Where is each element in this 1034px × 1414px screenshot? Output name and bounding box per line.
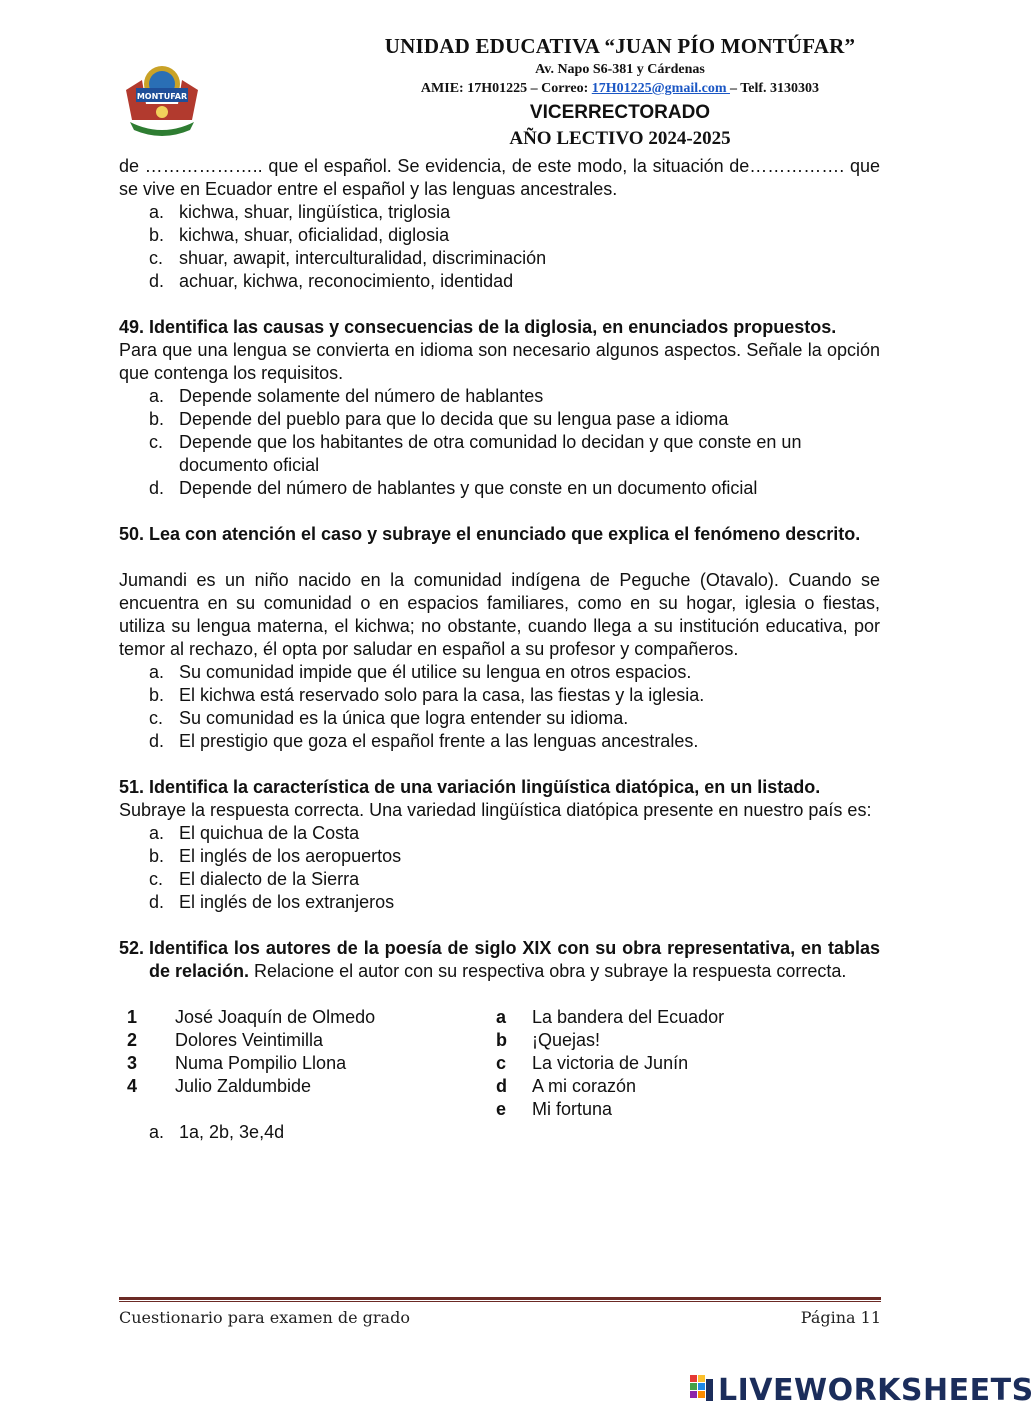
question-50-body: Jumandi es un niño nacido en la comunidad indígena de Peguche (Otavalo). Cuando se encuentra en su comunidad o en espacios familiares, como en su hogar, iglesia o fiestas, utiliza su lengua materna, el kichwa; no obstante, cuando llega a su institución educativa, por temor al rechazo, él opta por saludar en español a su profesor y compañeros.: [119, 570, 880, 659]
spacer: [119, 546, 880, 569]
option-letter: a.: [149, 202, 165, 222]
svg-text:MONTUFAR: MONTUFAR: [136, 92, 188, 101]
option-text: achuar, kichwa, reconocimiento, identidad: [179, 271, 514, 291]
option-text: Su comunidad es la única que logra entender su idioma.: [179, 708, 629, 728]
question-title: Identifica la característica de una variación lingüística diatópica, en un listado.: [149, 777, 821, 797]
work-letter: e: [496, 1099, 507, 1119]
option-letter: c.: [149, 869, 164, 889]
option-letter: c.: [149, 432, 164, 452]
author-number: 4: [127, 1076, 138, 1096]
question-number: 51.: [119, 777, 145, 797]
work-title: La bandera del Ecuador: [532, 1007, 725, 1027]
option-letter: d.: [149, 892, 165, 912]
question-title-instruction: Relacione el autor con su respectiva obra y subraye la respuesta correcta.: [249, 961, 847, 981]
work-letter: c: [496, 1053, 507, 1073]
footer-divider: [119, 1297, 881, 1300]
option-letter: d.: [149, 478, 165, 498]
option-item[interactable]: [119, 707, 880, 730]
work-letter: b: [496, 1030, 507, 1050]
option-text: Depende del pueblo para que lo decida que su lengua pase a idioma: [179, 409, 729, 429]
question-title: [149, 937, 880, 983]
question-number: 49.: [119, 317, 145, 337]
question-51-options: [119, 822, 880, 914]
question-51-body: Subraye la respuesta correcta. Una variedad lingüística diatópica presente en nuestro país es:: [119, 800, 872, 820]
amie-label: AMIE: 17H01225 – Correo:: [420, 81, 592, 96]
option-letter: d.: [149, 731, 165, 751]
author-name: José Joaquín de Olmedo: [175, 1007, 376, 1027]
page-header: [0, 0, 1000, 160]
option-text: El dialecto de la Sierra: [179, 869, 360, 889]
footer-title: Cuestionario para examen de grado: [119, 1308, 410, 1327]
option-text: Su comunidad impide que él utilice su lengua en otros espacios.: [179, 662, 692, 682]
school-contact: [300, 81, 940, 97]
question-52-heading: [119, 937, 880, 983]
question-50-heading: [119, 523, 880, 546]
page-number: Página 11: [800, 1308, 881, 1327]
option-text: El prestigio que goza el español frente a las lenguas ancestrales.: [179, 731, 699, 751]
option-letter: a.: [149, 823, 165, 843]
work-title: Mi fortuna: [532, 1099, 613, 1119]
author-number: 3: [127, 1053, 138, 1073]
option-item[interactable]: [119, 247, 880, 270]
question-52-options: [119, 1121, 880, 1144]
phone-text: – Telf. 3130303: [729, 81, 820, 96]
option-text: El inglés de los aeropuertos: [179, 846, 402, 866]
liveworksheets-text: LIVEWORKSHEETS: [718, 1372, 1034, 1408]
option-letter: b.: [149, 685, 165, 705]
school-logo-icon: [116, 60, 208, 138]
question-50-options: [119, 661, 880, 753]
question-49-options: [119, 385, 880, 500]
option-item[interactable]: [119, 408, 880, 431]
question-49-body: Para que una lengua se convierta en idioma son necesario algunos aspectos. Señale la opción que contenga los requisitos.: [119, 340, 880, 383]
school-address: Av. Napo S6-381 y Cárdenas: [535, 62, 705, 77]
author-name: Dolores Veintimilla: [175, 1030, 324, 1050]
relation-table: [119, 1006, 880, 1121]
author-number: 1: [127, 1007, 138, 1027]
option-item[interactable]: [119, 891, 880, 914]
option-text: shuar, awapit, interculturalidad, discriminación: [179, 248, 547, 268]
author-number: 2: [127, 1030, 138, 1050]
option-letter: c.: [149, 708, 164, 728]
option-item[interactable]: [119, 661, 880, 684]
option-letter: b.: [149, 225, 165, 245]
option-text: kichwa, shuar, lingüística, triglosia: [179, 202, 451, 222]
question-title: Identifica las causas y consecuencias de la diglosia, en enunciados propuestos.: [149, 317, 837, 337]
question-number: 52.: [119, 938, 145, 958]
option-item[interactable]: [119, 845, 880, 868]
email-link[interactable]: 17H01225@gmail.com: [591, 81, 730, 96]
option-item[interactable]: [119, 224, 880, 247]
option-letter: c.: [149, 248, 164, 268]
option-text: Depende solamente del número de hablantes: [179, 386, 544, 406]
option-text: El inglés de los extranjeros: [179, 892, 395, 912]
work-title: La victoria de Junín: [532, 1053, 689, 1073]
option-item[interactable]: [119, 431, 880, 477]
question-number: 50.: [119, 524, 145, 544]
option-text: Depende del número de hablantes y que conste en un documento oficial: [179, 478, 758, 498]
author-name: Julio Zaldumbide: [175, 1076, 312, 1096]
option-letter: a.: [149, 386, 165, 406]
option-letter: b.: [149, 409, 165, 429]
option-text: El quichua de la Costa: [179, 823, 360, 843]
option-text: El kichwa está reservado solo para la casa, las fiestas y la iglesia.: [179, 685, 705, 705]
option-item[interactable]: [119, 270, 880, 293]
work-title: ¡Quejas!: [532, 1030, 601, 1050]
option-item[interactable]: [119, 822, 880, 845]
intro-text: de ……………….. que el español. Se evidencia, de este modo, la situación de……………. que se vive en Ecuador entre el español y las lenguas ancestrales.: [119, 156, 880, 199]
option-item[interactable]: [119, 684, 880, 707]
liveworksheets-logo-icon: [690, 1375, 714, 1405]
option-item[interactable]: [119, 477, 880, 500]
option-item[interactable]: [119, 385, 880, 408]
work-letter: a: [496, 1007, 507, 1027]
option-letter: d.: [149, 271, 165, 291]
footer-divider-thin: [119, 1301, 881, 1302]
option-text: Depende que los habitantes de otra comunidad lo decidan y que conste en un documento oficial: [179, 432, 802, 475]
work-letter: d: [496, 1076, 507, 1096]
department-title: VICERRECTORADO: [529, 102, 711, 123]
option-item[interactable]: [119, 201, 880, 224]
question-title: Lea con atención el caso y subraye el enunciado que explica el fenómeno descrito.: [149, 524, 861, 544]
work-title: A mi corazón: [532, 1076, 637, 1096]
option-item[interactable]: [119, 1121, 880, 1144]
question-51-heading: [119, 776, 880, 799]
option-letter: a.: [149, 1122, 165, 1142]
option-item[interactable]: [119, 730, 880, 753]
option-item[interactable]: [119, 868, 880, 891]
school-name: UNIDAD EDUCATIVA “JUAN PÍO MONTÚFAR”: [384, 34, 856, 58]
question-title-bold: Identifica los autores de la poesía de siglo XIX con su obra representativa, en tablas de relación.: [149, 938, 880, 981]
question-49-heading: [119, 316, 880, 339]
option-letter: b.: [149, 846, 165, 866]
option-text: 1a, 2b, 3e,4d: [179, 1122, 285, 1142]
intro-options: [119, 201, 880, 293]
option-letter: a.: [149, 662, 165, 682]
school-year: AÑO LECTIVO 2024-2025: [509, 128, 731, 149]
option-text: kichwa, shuar, oficialidad, diglosia: [179, 225, 450, 245]
liveworksheets-watermark[interactable]: [690, 1370, 1034, 1410]
author-name: Numa Pompilio Llona: [175, 1053, 347, 1073]
document-body: [119, 155, 880, 1144]
